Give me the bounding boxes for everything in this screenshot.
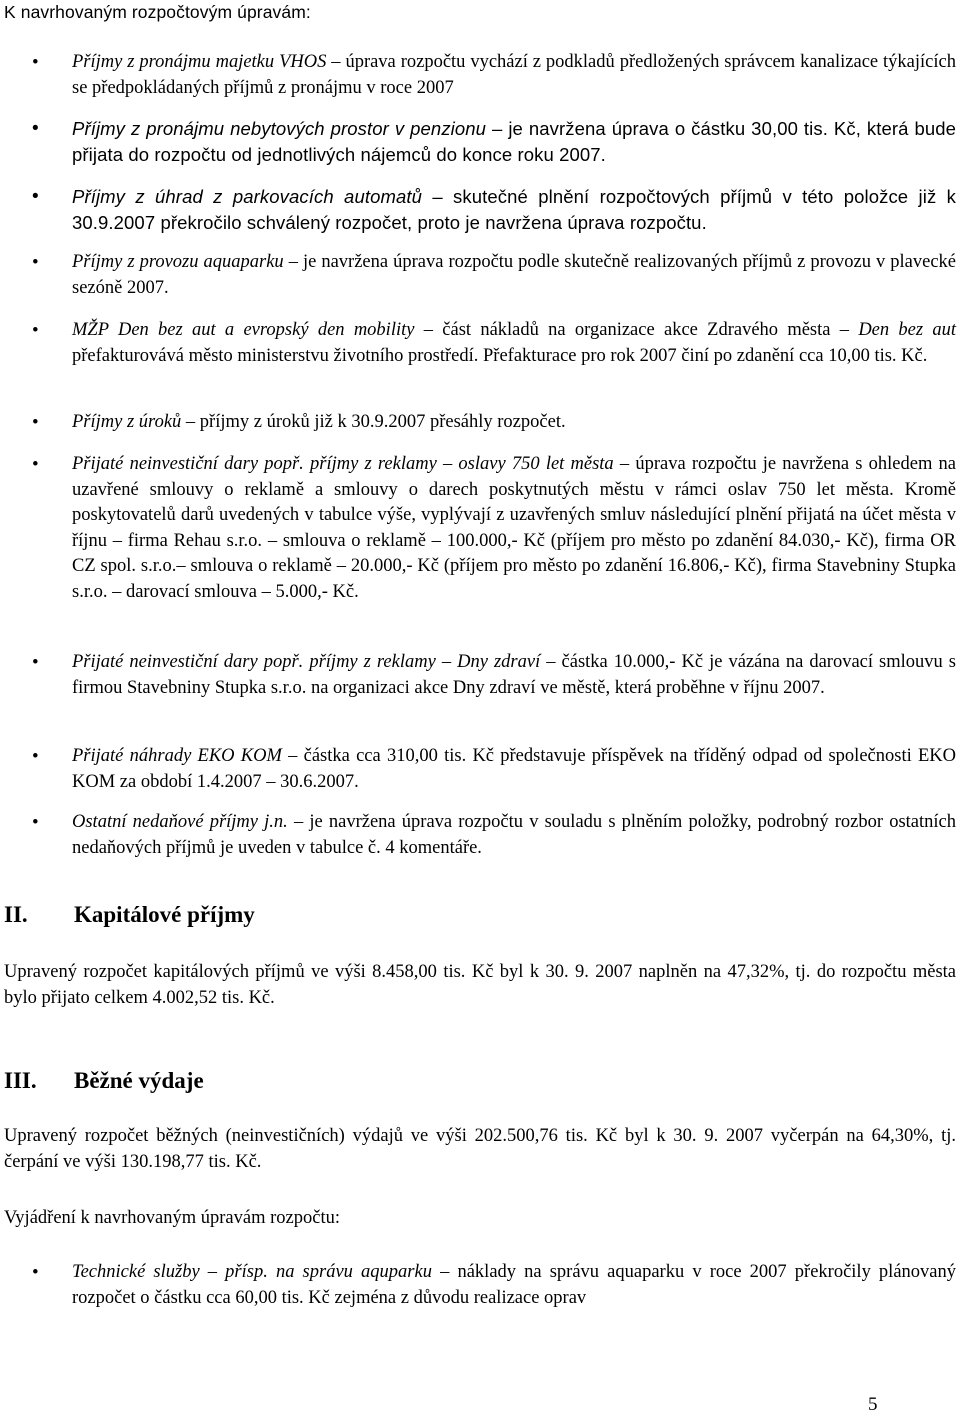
item-text: – úprava rozpočtu vychází z podkladů předložených správcem kanalizace týkajících se předpokládaných příjmů z pronájmu v roce 2007: [72, 52, 956, 98]
section-heading-capital-income: [4, 902, 255, 928]
list-item-mzp: [72, 318, 956, 369]
page-number: 5: [868, 1394, 878, 1415]
section-heading-current-expenses: [4, 1068, 204, 1094]
section-title: Běžné výdaje: [74, 1068, 204, 1093]
section-number: III.: [4, 1068, 37, 1093]
item-text-2: – částka 10.000,- Kč je vázána na darovací smlouvu s firmou Stavebniny Stupka s.r.o. na organizaci akce Dny zdraví ve městě, která proběhne v říjnu 2007.: [72, 652, 956, 698]
list-item-ostatni: [72, 810, 956, 861]
intro-line: K navrhovaným rozpočtovým úpravám:: [4, 2, 311, 22]
item-title-2: příjmy z reklamy – Dny zdraví: [309, 652, 541, 672]
item-title: MŽP Den bez aut a evropský den mobility: [72, 320, 415, 340]
item-text: – je navržena úprava rozpočtu podle skutečně realizovaných příjmů z provozu v plavecké sezóně 2007.: [72, 252, 956, 298]
item-text-2: – úprava rozpočtu je navržena s ohledem na uzavřené smlouvy o reklamě a smlouvy o darech poskytnutých městu v rámci oslav 750 let města. Kromě poskytovatelů darů uvedených v tabulce výše, vyplývají z uzavřených smluv následující plnění přijatá na účet města v říjnu – firma Rehau s.r.o. – smlouva o reklamě – 100.000,- Kč (příjem pro město po zdanění 84.030,- Kč), firma OR CZ spol. s.r.o.– smlouva o reklamě – 20.000,- Kč (příjem pro město po zdanění 16.806,- Kč), firma Stavebniny Stupka s.r.o. – darovací smlouva – 5.000,- Kč.: [72, 454, 957, 602]
item-text-2: přefakturovává město ministerstvu životního prostředí. Přefakturace pro rok 2007 činí po zdanění cca 10,00 tis. Kč.: [72, 345, 928, 366]
item-title-2: Den bez aut: [858, 320, 957, 340]
item-title: Příjmy z pronájmu nebytových prostor v penzionu: [72, 118, 487, 139]
list-item-dary-oslavy: [72, 452, 956, 605]
item-title: Příjmy z úroků: [72, 412, 182, 432]
item-title-2: příjmy z reklamy – oslavy 750 let města: [310, 454, 614, 474]
item-text: – náklady na správu aquaparku v roce 2007 překročily plánovaný rozpočet o částku cca 60,00 tis. Kč zejména z důvodu realizace oprav: [72, 1262, 956, 1308]
item-text: – skutečné plnění rozpočtových příjmů v této položce již k 30.9.2007 překročilo schválený rozpočet, proto je navržena úprava rozpočtu.: [72, 186, 956, 233]
item-title: Ostatní nedaňové příjmy j.n.: [72, 812, 288, 832]
list-item-eko-kom: [72, 744, 956, 795]
section-number: II.: [4, 902, 28, 927]
list-item-dary-dny-zdravi: [72, 650, 956, 701]
item-title: Přijaté neinvestiční dary popř.: [72, 652, 304, 672]
item-text: – je navržena úprava o částku 30,00 tis. Kč, která bude přijata do rozpočtu od jednotlivých nájemců do konce roku 2007.: [72, 118, 956, 165]
item-title: Příjmy z úhrad z parkovacích automatů: [72, 186, 422, 207]
item-title: Technické služby – přísp. na správu aquparku: [72, 1262, 432, 1282]
item-text: – částka cca 310,00 tis. Kč představuje příspěvek na tříděný odpad od společnosti EKO KOM za období 1.4.2007 – 30.6.2007.: [72, 746, 956, 792]
item-text: – část nákladů na organizace akce Zdravého města –: [414, 320, 859, 340]
list-item-technicke-sluzby: [72, 1260, 956, 1311]
section-title: Kapitálové příjmy: [74, 902, 255, 927]
item-title: Přijaté náhrady EKO KOM: [72, 746, 282, 766]
item-title: Příjmy z provozu aquaparku: [72, 252, 284, 272]
item-text: – je navržena úprava rozpočtu v souladu s plněním položky, podrobný rozbor ostatních nedaňových příjmů je uveden v tabulce č. 4 komentáře.: [72, 812, 956, 858]
capital-income-paragraph: Upravený rozpočet kapitálových příjmů ve výši 8.458,00 tis. Kč byl k 30. 9. 2007 naplněn na 47,32%, tj. do rozpočtu města bylo přijato celkem 4.002,52 tis. Kč.: [4, 962, 956, 1008]
list-item-uroky: [72, 410, 956, 436]
list-item-parking: [72, 184, 956, 235]
item-title: Příjmy z pronájmu majetku VHOS: [72, 52, 327, 72]
item-title: Přijaté neinvestiční dary popř.: [72, 454, 304, 474]
current-expenses-paragraph: Upravený rozpočet běžných (neinvestičních) výdajů ve výši 202.500,76 tis. Kč byl k 30. 9. 2007 vyčerpán na 64,30%, tj. čerpání ve výši 130.198,77 tis. Kč.: [4, 1126, 956, 1172]
list-item-penzion: [72, 116, 956, 167]
list-item-aquapark: [72, 250, 956, 301]
expenses-adjustments-intro: Vyjádření k navrhovaným úpravám rozpočtu:: [4, 1208, 340, 1228]
list-item-vhos: [72, 50, 956, 101]
item-text: – příjmy z úroků již k 30.9.2007 přesáhly rozpočet.: [181, 412, 566, 432]
